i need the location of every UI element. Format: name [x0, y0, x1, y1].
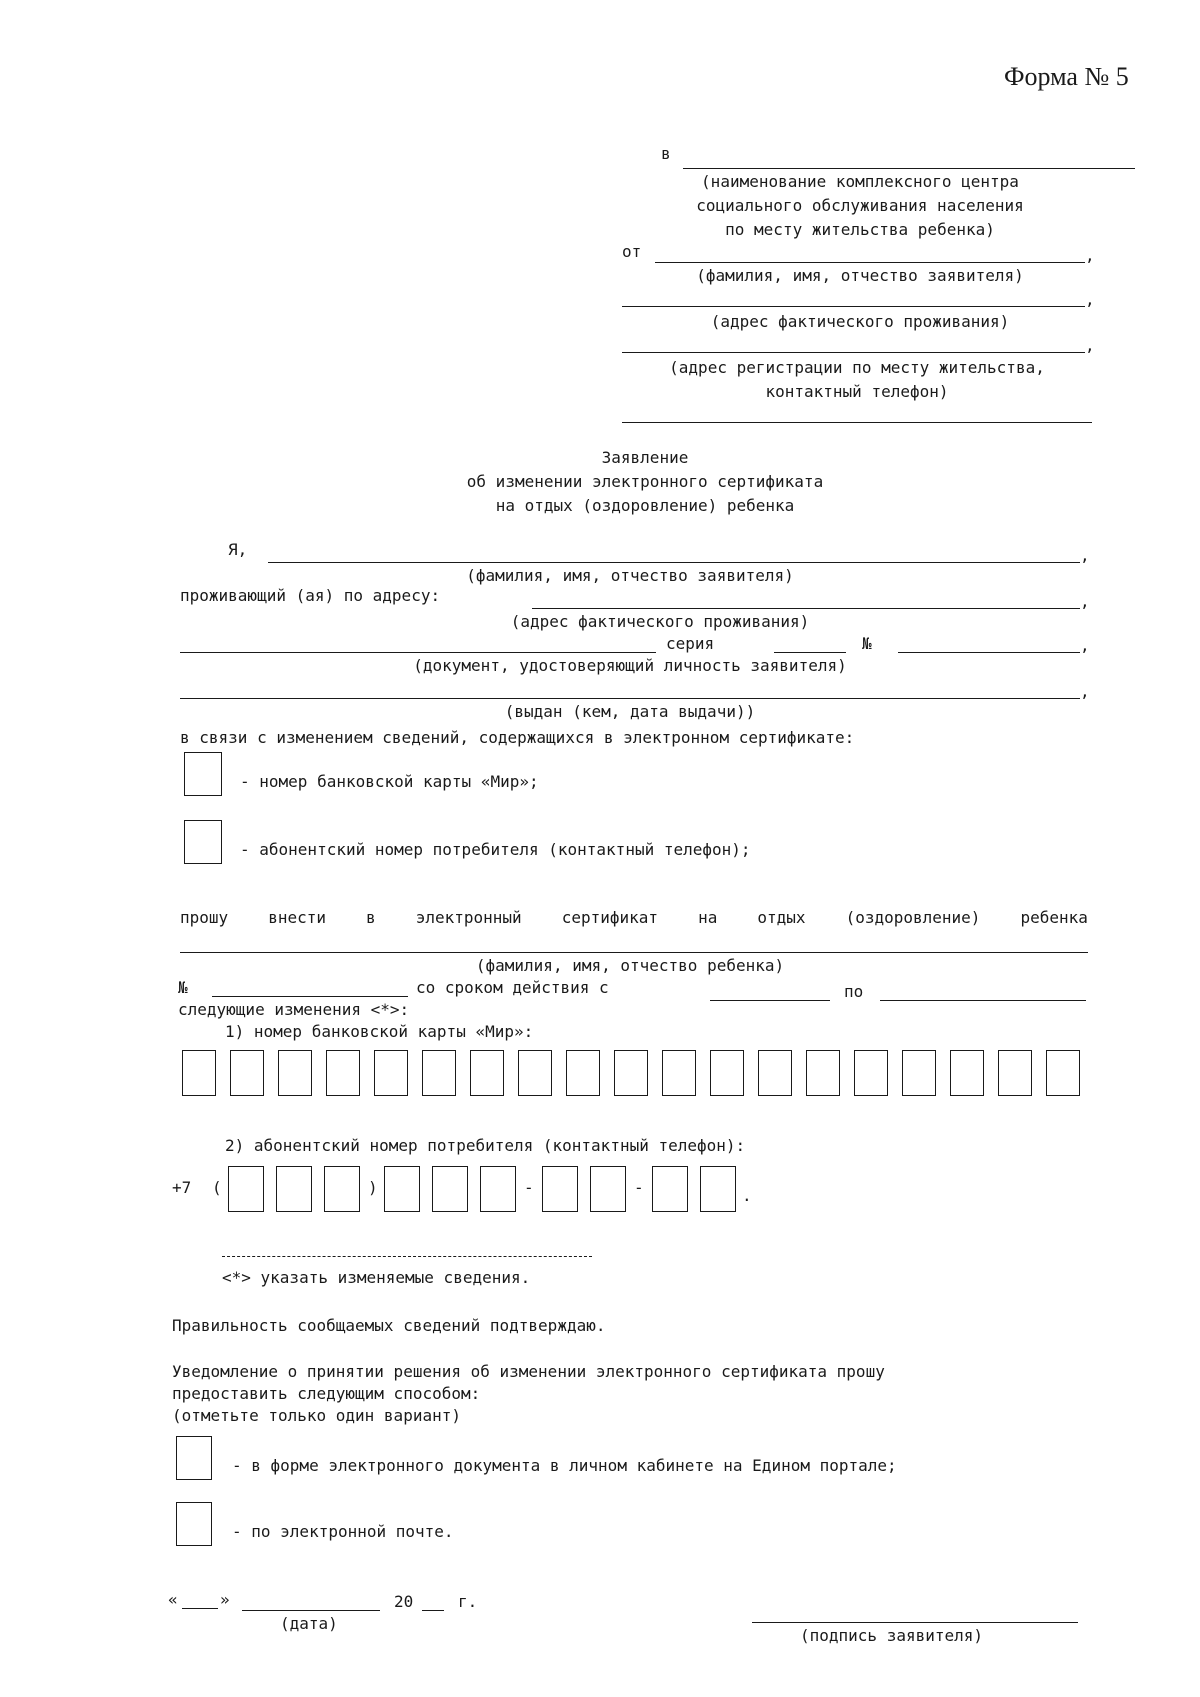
registration-caption-2: контактный телефон)	[765, 382, 949, 401]
request-word: внести	[268, 908, 326, 927]
actual-address-field[interactable]	[622, 306, 1085, 307]
confirm-text: Правильность сообщаемых сведений подтверждаю.	[172, 1316, 606, 1335]
institution-caption-2: социального обслуживания населения	[696, 196, 1024, 215]
cert-number-field[interactable]	[212, 996, 408, 997]
card-digit-box[interactable]	[374, 1050, 408, 1096]
phone-open-paren: (	[212, 1178, 222, 1197]
child-name-caption: (фамилия, имя, отчество ребенка)	[475, 956, 785, 975]
term-start-field[interactable]	[710, 1000, 830, 1001]
phone-digit-box[interactable]	[276, 1166, 312, 1212]
actual-address-caption: (адрес фактического проживания)	[710, 312, 1010, 331]
title-line-1: Заявление	[601, 448, 689, 467]
phone-digit-box[interactable]	[590, 1166, 626, 1212]
to-prefix: в	[661, 144, 671, 163]
document-type-field[interactable]	[180, 652, 656, 653]
request-text	[180, 908, 1088, 927]
request-word: ребенка	[1020, 908, 1088, 927]
from-prefix: от	[622, 242, 642, 261]
child-name-field[interactable]	[180, 952, 1088, 953]
card-digit-box[interactable]	[1046, 1050, 1080, 1096]
card-digit-box[interactable]	[998, 1050, 1032, 1096]
issued-caption: (выдан (кем, дата выдачи))	[504, 702, 756, 721]
notice-portal-label: - в форме электронного документа в личном кабинете на Едином портале;	[232, 1456, 897, 1475]
following-changes-text: следующие изменения <*>:	[178, 1000, 410, 1019]
request-word: электронный	[415, 908, 522, 927]
card-digit-box[interactable]	[806, 1050, 840, 1096]
request-word: прошу	[180, 908, 229, 927]
card-digit-box[interactable]	[710, 1050, 744, 1096]
living-prefix: проживающий (ая) по адресу:	[180, 586, 441, 605]
title-line-2: об изменении электронного сертификата	[466, 472, 824, 491]
cert-number-sign: №	[178, 978, 188, 997]
phone-digit-box[interactable]	[384, 1166, 420, 1212]
phone-digit-box[interactable]	[700, 1166, 736, 1212]
notice-line-1: Уведомление о принятии решения об изменении электронного сертификата прошу	[172, 1362, 885, 1381]
card-digit-box[interactable]	[854, 1050, 888, 1096]
series-label: серия	[666, 634, 715, 653]
term-end-field[interactable]	[880, 1000, 1086, 1001]
footnote-separator	[222, 1256, 592, 1257]
registration-address-field[interactable]	[622, 352, 1085, 353]
date-year-suffix: г.	[458, 1592, 478, 1611]
date-year-prefix: 20	[394, 1592, 414, 1611]
phone-prefix: +7	[172, 1178, 192, 1197]
card-digit-box[interactable]	[470, 1050, 504, 1096]
i-prefix: Я,	[228, 540, 248, 559]
phone-digit-box[interactable]	[480, 1166, 516, 1212]
card-digit-box[interactable]	[566, 1050, 600, 1096]
institution-caption-3: по месту жительства ребенка)	[725, 220, 995, 239]
signature-field[interactable]	[752, 1622, 1078, 1623]
until-text: по	[844, 982, 864, 1001]
applicant-full-name-field[interactable]	[268, 562, 1080, 563]
form-number: Форма № 5	[1004, 62, 1129, 91]
request-word: отдых	[757, 908, 806, 927]
card-digit-box[interactable]	[326, 1050, 360, 1096]
applicant-caption: (фамилия, имя, отчество заявителя)	[696, 266, 1024, 285]
request-word: в	[366, 908, 376, 927]
date-month-field[interactable]	[242, 1610, 380, 1611]
registration-caption-1: (адрес регистрации по месту жительства,	[669, 358, 1045, 377]
applicant-full-name-caption: (фамилия, имя, отчество заявителя)	[466, 566, 794, 585]
card-change-label: - номер банковской карты «Мир»;	[240, 772, 539, 791]
notice-line-2: предоставить следующим способом:	[172, 1384, 481, 1403]
phone-digit-box[interactable]	[542, 1166, 578, 1212]
with-term-text: со сроком действия с	[416, 978, 609, 997]
signature-caption: (подпись заявителя)	[800, 1626, 984, 1645]
request-word: сертификат	[561, 908, 659, 927]
document-caption: (документ, удостоверяющий личность заявителя)	[413, 656, 847, 675]
form-page: Форма № 5 в (наименование комплексного центра социального обслуживания населения по месту жительства ребенка) от , (фамилия, имя, отчество заявителя) , (адрес фактического проживания) , (адрес регистрации по месту жительства, контактный телефон) Заявление об изменении электронного сертификата на отдых (оздоровление) ребенка Я, , (фамилия, имя, отчество заявителя) проживающий (ая) по адресу: , (адрес фактического проживания) серия № , (документ, удостоверяющий личность заявителя) , (выдан (кем, дата выдачи)) в связи с изменением сведений, содержащихся в электронном сертификате: - номер банковской карты «Мир»; - абонентский номер потребителя (контактный телефон); прошу внести в электронный сертификат на отдых (оздоровление) ребенка (фамилия, имя, отчество ребенка) № со сроком действия с по следующие изменения <*>: 1) номер банковской карты «Мир»: 2) абонентский номер потребителя (контактный телефон): +7 ( ) - - . <*> указать изменяемые сведения. Правильность сообщаемых сведений подтверждаю. Уведомление о принятии решения об изменении электронного сертификата прошу предоставить следующим способом: (отметьте только один вариант) - в форме электронного документа в личном кабинете на Едином портале; - по электронной почте. « » 20 г. (дата) (подпись заявителя)	[0, 0, 1200, 1697]
notice-email-checkbox[interactable]	[176, 1502, 212, 1546]
title-line-3: на отдых (оздоровление) ребенка	[495, 496, 795, 515]
request-word: (оздоровление)	[845, 908, 981, 927]
card-digit-box[interactable]	[422, 1050, 456, 1096]
date-caption: (дата)	[280, 1614, 338, 1633]
institution-field[interactable]	[683, 168, 1135, 169]
card-digit-box[interactable]	[518, 1050, 552, 1096]
document-number-sign: №	[862, 634, 872, 653]
card-change-checkbox[interactable]	[184, 752, 222, 796]
phone-digit-box[interactable]	[228, 1166, 264, 1212]
phone-digit-box[interactable]	[324, 1166, 360, 1212]
phone-dash: -	[634, 1178, 644, 1197]
applicant-name-field[interactable]	[655, 262, 1085, 263]
footnote-text: <*> указать изменяемые сведения.	[222, 1268, 531, 1287]
phone-digit-box[interactable]	[652, 1166, 688, 1212]
institution-caption-1: (наименование комплексного центра	[701, 172, 1019, 191]
phone-change-label: - абонентский номер потребителя (контактный телефон);	[240, 840, 751, 859]
request-word: на	[698, 908, 718, 927]
card-digit-box[interactable]	[182, 1050, 216, 1096]
phone-digit-box[interactable]	[432, 1166, 468, 1212]
living-address-caption: (адрес фактического проживания)	[510, 612, 810, 631]
issued-by-field[interactable]	[180, 698, 1080, 699]
phone-dash: -	[524, 1178, 534, 1197]
card-digit-box[interactable]	[902, 1050, 936, 1096]
notice-portal-checkbox[interactable]	[176, 1436, 212, 1480]
card-digit-box[interactable]	[278, 1050, 312, 1096]
phone-field[interactable]	[622, 422, 1092, 423]
phone-close-paren: )	[368, 1178, 378, 1197]
document-series-field[interactable]	[774, 652, 846, 653]
phone-change-checkbox[interactable]	[184, 820, 222, 864]
card-digit-box[interactable]	[758, 1050, 792, 1096]
card-digit-box[interactable]	[614, 1050, 648, 1096]
phone-item-label: 2) абонентский номер потребителя (контактный телефон):	[225, 1136, 746, 1155]
document-number-field[interactable]	[898, 652, 1080, 653]
living-address-field[interactable]	[532, 608, 1080, 609]
card-digit-box[interactable]	[230, 1050, 264, 1096]
card-digit-box[interactable]	[662, 1050, 696, 1096]
date-close-quote: »	[220, 1590, 230, 1609]
card-digit-box[interactable]	[950, 1050, 984, 1096]
date-year-field[interactable]	[422, 1610, 444, 1611]
notice-line-3: (отметьте только один вариант)	[172, 1406, 461, 1425]
in-connection-text: в связи с изменением сведений, содержащихся в электронном сертификате:	[180, 728, 855, 747]
card-item-label: 1) номер банковской карты «Мир»:	[225, 1022, 534, 1041]
notice-email-label: - по электронной почте.	[232, 1522, 454, 1541]
date-day-field[interactable]	[182, 1608, 218, 1609]
phone-end-dot: .	[742, 1186, 752, 1205]
date-open-quote: «	[168, 1590, 178, 1609]
